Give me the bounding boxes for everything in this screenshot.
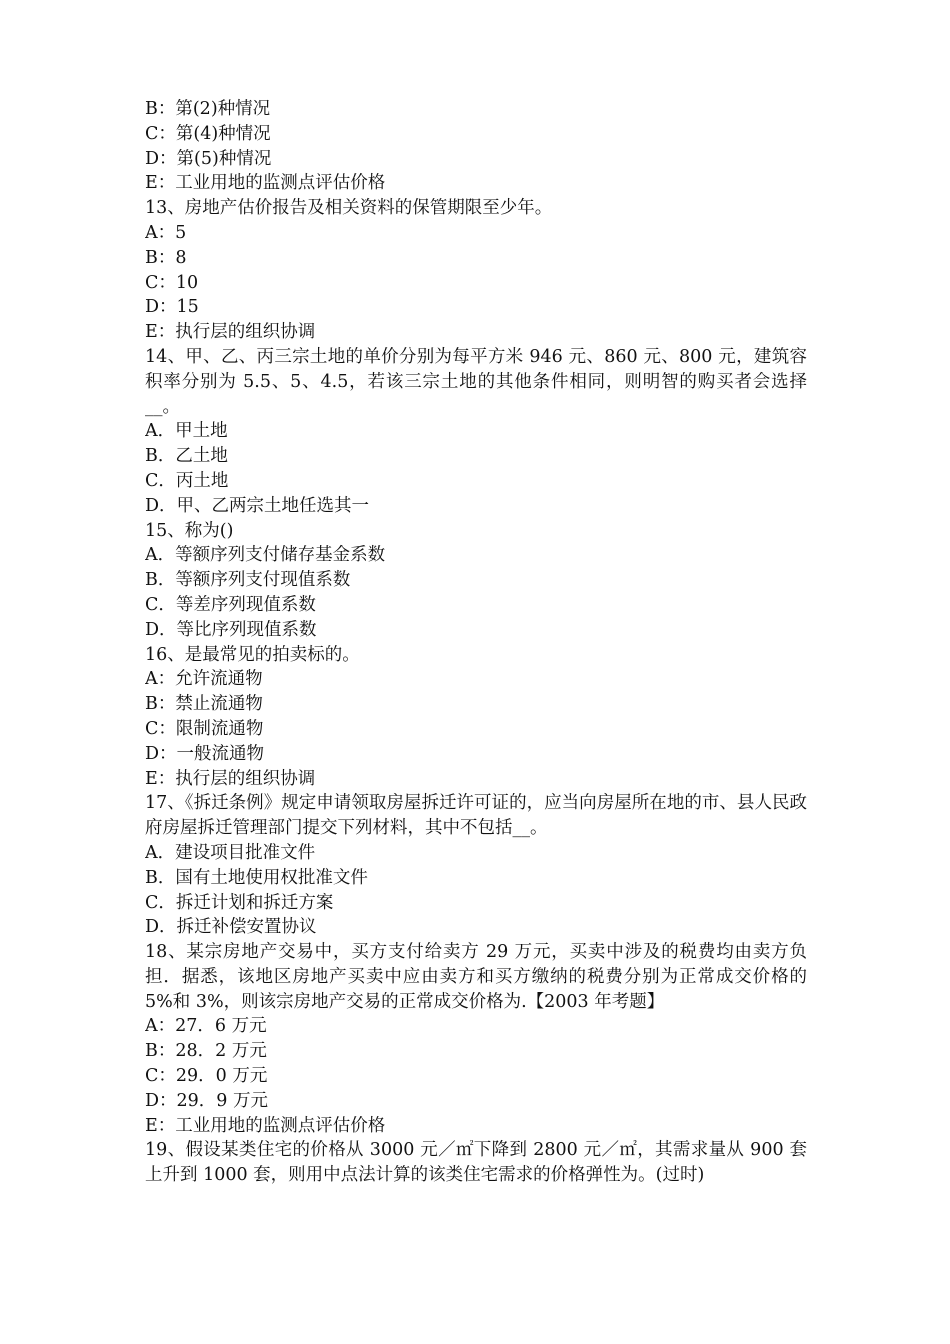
- option-line: D．等比序列现值系数: [145, 619, 317, 640]
- question-16: 16、是最常见的拍卖标的。: [145, 644, 360, 665]
- option-line: C．等差序列现值系数: [145, 594, 316, 615]
- option-line: A．建设项目批准文件: [145, 842, 316, 863]
- option-line: E：工业用地的监测点评估价格: [145, 173, 386, 194]
- option-line: D．拆迁补偿安置协议: [145, 917, 317, 938]
- option-line: C：29．0 万元: [145, 1066, 268, 1087]
- option-line: A．等额序列支付储存基金系数: [145, 545, 386, 566]
- question-18: 18、某宗房地产交易中，买方支付给卖方 29 万元，买卖中涉及的税费均由卖方负担．据悉，该地区房地产买卖中应由卖方和买方缴纳的税费分别为正常成交价格的 5%和 3%，则该宗房地产交易的正常成交价格为.【2003 年考题】: [145, 942, 807, 1012]
- option-line: C：10: [145, 272, 199, 293]
- option-line: B．乙土地: [145, 446, 228, 467]
- question-17: 17、《拆迁条例》规定申请领取房屋拆迁许可证的，应当向房屋所在地的市、县人民政府房屋拆迁管理部门提交下列材料，其中不包括__。: [145, 793, 807, 839]
- option-line: B：禁止流通物: [145, 694, 263, 715]
- option-line: D：29．9 万元: [145, 1090, 268, 1111]
- option-line: A：27．6 万元: [145, 1016, 267, 1037]
- option-line: D：第(5)种情况: [145, 148, 272, 169]
- question-19: 19、假设某类住宅的价格从 3000 元／㎡下降到 2800 元／㎡，其需求量从 900 套上升到 1000 套，则用中点法计算的该类住宅需求的价格弹性为。(过时): [145, 1140, 807, 1186]
- option-line: D：一般流通物: [145, 743, 265, 764]
- option-line: C．丙土地: [145, 470, 229, 491]
- option-line: B．国有土地使用权批准文件: [145, 867, 368, 888]
- option-line: D：15: [145, 297, 199, 318]
- question-13: 13、房地产估价报告及相关资料的保管期限至少年。: [145, 198, 553, 219]
- option-line: B：8: [145, 247, 187, 268]
- option-line: B：第(2)种情况: [145, 99, 271, 119]
- option-line: C．拆迁计划和拆迁方案: [145, 892, 334, 913]
- option-line: C：第(4)种情况: [145, 123, 271, 144]
- question-15: 15、称为(): [145, 520, 234, 541]
- option-line: D．甲、乙两宗土地任选其一: [145, 495, 370, 516]
- option-line: C：限制流通物: [145, 718, 264, 739]
- question-14: 14、甲、乙、丙三宗土地的单价分别为每平方米 946 元、860 元、800 元，建筑容积率分别为 5.5、5、4.5，若该三宗土地的其他条件相同，则明智的购买者会选择__。: [145, 346, 807, 417]
- option-line: A：5: [145, 222, 187, 243]
- option-line: B．等额序列支付现值系数: [145, 570, 351, 591]
- option-line: E：工业用地的监测点评估价格: [145, 1115, 386, 1136]
- document-page: [145, 97, 807, 1188]
- option-line: E：执行层的组织协调: [145, 768, 316, 789]
- option-line: E：执行层的组织协调: [145, 322, 316, 343]
- option-line: A．甲土地: [145, 421, 228, 442]
- option-line: A：允许流通物: [145, 669, 263, 690]
- option-line: B：28．2 万元: [145, 1041, 267, 1062]
